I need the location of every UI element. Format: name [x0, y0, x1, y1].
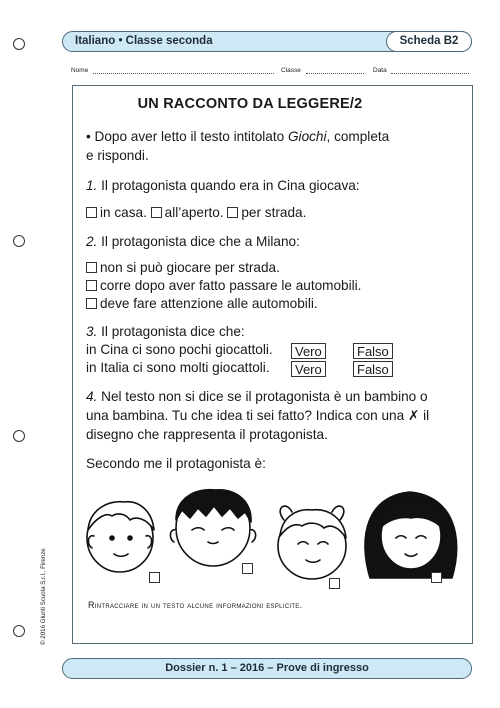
classe-field[interactable] — [306, 73, 364, 74]
x-mark-icon: ✗ — [407, 408, 420, 423]
instructions-line-1 — [86, 128, 389, 146]
binder-hole-1 — [13, 38, 25, 50]
question-4-line-3: disegno che rappresenta il protagonista. — [86, 427, 328, 442]
child-face-1-icon[interactable] — [87, 502, 154, 572]
student-fields — [71, 67, 471, 79]
question-4-line-2 — [86, 407, 429, 425]
question-1 — [86, 177, 360, 195]
child-face-2-icon[interactable] — [170, 490, 255, 566]
scheda-label: Scheda B2 — [386, 31, 472, 52]
copyright: © 2016 Giunti Scuola S.r.l., Firenze — [40, 548, 47, 645]
question-3-text: Il protagonista dice che: — [97, 324, 245, 339]
q3-row2-vero[interactable]: Vero — [291, 361, 326, 377]
q2-option-row-2 — [86, 277, 361, 295]
q1-checkbox-per-strada[interactable] — [227, 207, 238, 218]
question-2-number: 2. — [86, 234, 98, 249]
face-1-checkbox[interactable] — [149, 572, 160, 583]
question-3-number: 3. — [86, 324, 98, 339]
text-title-giochi: Giochi — [287, 129, 327, 144]
nome-field[interactable] — [93, 73, 274, 74]
child-face-4-icon[interactable] — [365, 492, 457, 578]
question-2-text: Il protagonista dice che a Milano: — [97, 234, 300, 249]
q1-option-per-strada: per strada. — [241, 205, 307, 220]
q3-statement-2: in Italia ci sono molti giocattoli. — [86, 360, 270, 375]
classe-label: Classe — [281, 67, 301, 74]
q2-checkbox-3[interactable] — [86, 298, 97, 309]
q1-checkbox-in-casa[interactable] — [86, 207, 97, 218]
faces-row — [80, 478, 470, 590]
worksheet-title: UN RACCONTO DA LEGGERE/2 — [137, 96, 363, 112]
learning-objective: Rintracciare in un testo alcune informazioni esplicite. — [88, 600, 303, 610]
face-4-checkbox[interactable] — [431, 572, 442, 583]
face-3-checkbox[interactable] — [329, 578, 340, 589]
children-illustrations — [80, 478, 470, 590]
q2-checkbox-1[interactable] — [86, 262, 97, 273]
binder-hole-2 — [13, 235, 25, 247]
question-4-text-2: una bambina. Tu che idea ti sei fatto? Indica con una — [86, 408, 408, 423]
nome-label: Nome — [71, 67, 89, 74]
q2-option-row-1 — [86, 259, 280, 277]
q3-row1-falso[interactable]: Falso — [353, 343, 393, 359]
question-3 — [86, 323, 245, 341]
q2-option-row-3 — [86, 295, 318, 313]
q2-option-1: non si può giocare per strada. — [100, 260, 280, 275]
question-4-text-2-suffix: il — [419, 408, 430, 423]
q3-statement-1: in Cina ci sono pochi giocattoli. — [86, 342, 273, 357]
q2-option-2: corre dopo aver fatto passare le automobili. — [100, 278, 362, 293]
prompt-line: Secondo me il protagonista è: — [86, 456, 266, 471]
q2-checkbox-2[interactable] — [86, 280, 97, 291]
instructions-text: • Dopo aver letto il testo intitolato — [86, 129, 288, 144]
instructions-text-suffix: , completa — [326, 129, 390, 144]
binder-hole-3 — [13, 430, 25, 442]
footer-bar: Dossier n. 1 – 2016 – Prove di ingresso — [62, 658, 472, 679]
q3-row1-vero[interactable]: Vero — [291, 343, 326, 359]
q3-row2-falso[interactable]: Falso — [353, 361, 393, 377]
question-2 — [86, 233, 300, 251]
q1-checkbox-all-aperto[interactable] — [151, 207, 162, 218]
subject-class: Italiano • Classe seconda — [75, 35, 213, 47]
header-bar — [62, 31, 472, 52]
question-1-options — [86, 204, 306, 222]
question-4-line-1 — [86, 388, 428, 406]
data-field[interactable] — [391, 73, 469, 74]
binder-hole-4 — [13, 625, 25, 637]
q1-option-all-aperto: all’aperto. — [164, 205, 224, 220]
face-2-checkbox[interactable] — [242, 563, 253, 574]
q1-option-in-casa: in casa. — [100, 205, 147, 220]
child-face-3-icon[interactable] — [278, 506, 346, 579]
question-1-text: Il protagonista quando era in Cina giocava: — [97, 178, 360, 193]
question-1-number: 1. — [86, 178, 98, 193]
question-4-number: 4. — [86, 389, 98, 404]
instructions-line-2: e rispondi. — [86, 148, 149, 163]
question-4-text-1: Nel testo non si dice se il protagonista è un bambino o — [97, 389, 428, 404]
data-label: Data — [373, 67, 387, 74]
q2-option-3: deve fare attenzione alle automobili. — [100, 296, 318, 311]
